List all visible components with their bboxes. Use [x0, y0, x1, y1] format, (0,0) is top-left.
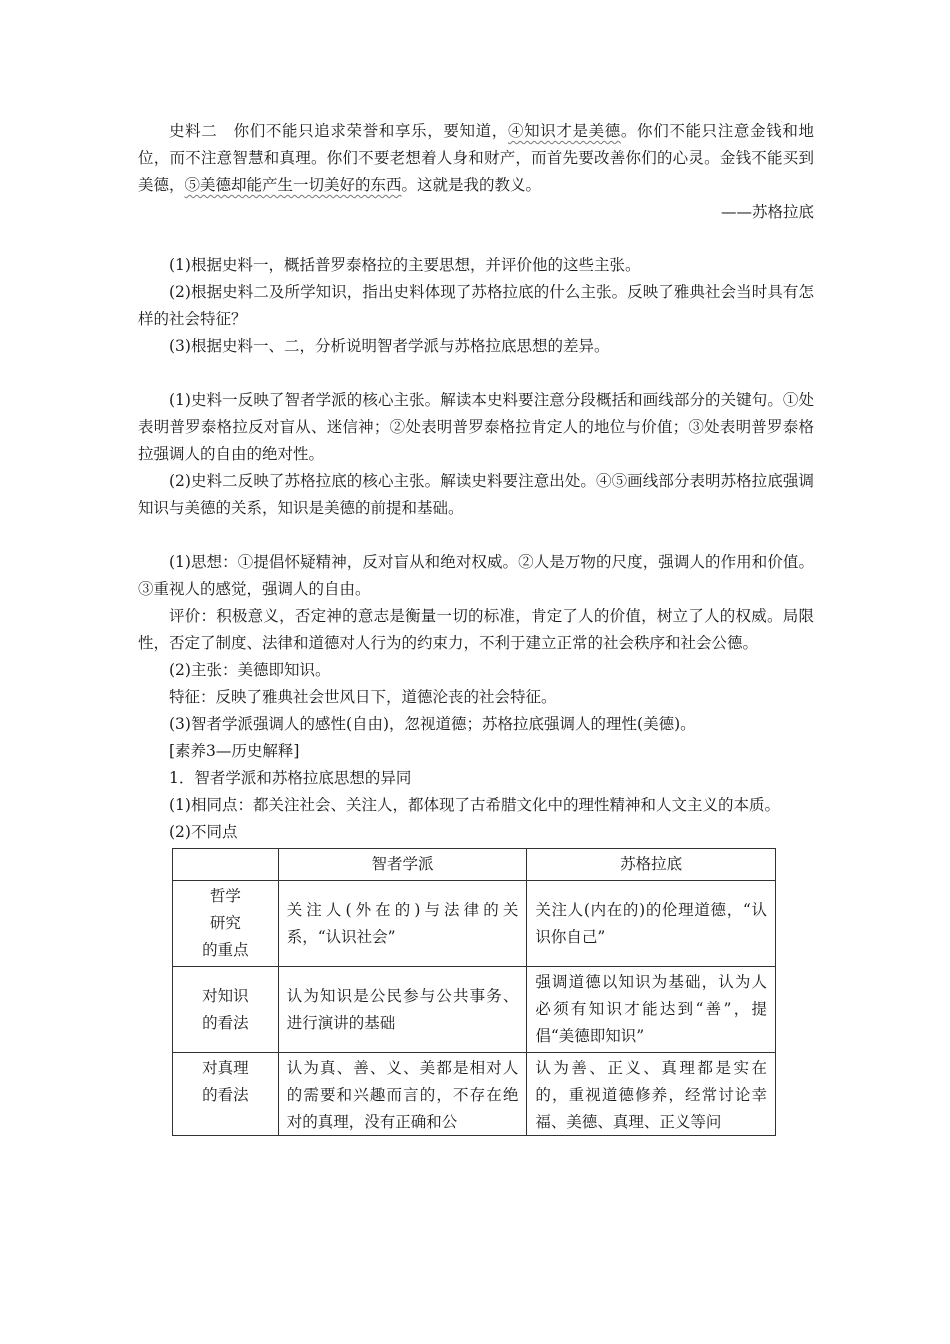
- table-cell: 关注人(内在的)的伦理道德，“认识你自己”: [527, 881, 776, 967]
- question-1: (1)根据史料一，概括普罗泰格拉的主要思想，并评价他的这些主张。: [169, 256, 641, 274]
- literacy-tag: [素养3—历史解释]: [169, 742, 300, 760]
- row-label: 哲学 研究 的重点: [173, 881, 279, 967]
- difference-title: (2)不同点: [169, 823, 238, 841]
- document-page: [138, 118, 814, 1136]
- answer-2: (2)主张：美德即知识。: [169, 661, 331, 679]
- table-row: [173, 1053, 776, 1136]
- table-header-cell: 苏格拉底: [527, 849, 776, 881]
- table-cell: 关注人(外在的)与法律的关系，“认识社会”: [278, 881, 527, 967]
- table-row: [173, 967, 776, 1053]
- table-cell: 强调道德以知识为基础，认为人必须有知识才能达到“善”，提倡“美德即知识”: [527, 967, 776, 1053]
- section-title: 1．智者学派和苏格拉底思想的异同: [169, 769, 412, 787]
- row-label: 对知识 的看法: [173, 967, 279, 1053]
- underlined-phrase-4: ④知识才是美德: [507, 122, 621, 140]
- row-label: 对真理 的看法: [173, 1053, 279, 1136]
- question-2: (2)根据史料二及所学知识，指出史料体现了苏格拉底的什么主张。反映了雅典社会当时具有怎样的社会特征？: [138, 283, 814, 328]
- table-header-row: [173, 849, 776, 881]
- similarity-paragraph: (1)相同点：都关注社会、关注人，都体现了古希腊文化中的理性精神和人文主义的本质。: [169, 796, 780, 814]
- analysis-2: (2)史料二反映了苏格拉底的核心主张。解读史料要注意出处。④⑤画线部分表明苏格拉底强调知识与美德的关系，知识是美德的前提和基础。: [138, 472, 814, 517]
- analysis-1: (1)史料一反映了智者学派的核心主张。解读本史料要注意分段概括和画线部分的关键句。①处表明普罗泰格拉反对盲从、迷信神；②处表明普罗泰格拉肯定人的地位与价值；③处表明普罗泰格拉强调人的自由的绝对性。: [138, 391, 814, 463]
- answer-feature: 特征：反映了雅典社会世风日下，道德沦丧的社会特征。: [169, 688, 557, 706]
- table-cell: 认为真、善、义、美都是相对人的需要和兴趣而言的，不存在绝对的真理，没有正确和公: [278, 1053, 527, 1136]
- source-label: 史料二: [169, 122, 218, 140]
- table-row: [173, 881, 776, 967]
- question-3: (3)根据史料一、二，分析说明智者学派与苏格拉底思想的差异。: [169, 337, 610, 355]
- table-header-cell: 智者学派: [278, 849, 527, 881]
- comparison-table: [172, 848, 776, 1136]
- underlined-phrase-5: ⑤美德却能产生一切美好的东西: [184, 176, 402, 194]
- table-header-cell: [173, 849, 279, 881]
- source-two-paragraph: 史料二 你们不能只追求荣誉和享乐，要知道，④知识才是美德。你们不能只注意金钱和地位，而不注意智慧和真理。你们不要老想着人身和财产，而首先要改善你们的心灵。金钱不能买到美德，⑤美德却能产生一切美好的东西。这就是我的教义。: [138, 122, 814, 194]
- table-cell: 认为善、正义、真理都是实在的，重视道德修养，经常讨论幸福、美德、真理、正义等问: [527, 1053, 776, 1136]
- answer-1: (1)思想：①提倡怀疑精神，反对盲从和绝对权威。②人是万物的尺度，强调人的作用和价值。③重视人的感觉，强调人的自由。: [138, 553, 814, 598]
- source-attribution: ——苏格拉底: [720, 203, 814, 221]
- table-cell: 认为知识是公民参与公共事务、进行演讲的基础: [278, 967, 527, 1053]
- answer-evaluation: 评价：积极意义，否定神的意志是衡量一切的标准，肯定了人的价值，树立了人的权威。局限性，否定了制度、法律和道德对人行为的约束力，不利于建立正常的社会秩序和社会公德。: [138, 607, 814, 652]
- answer-3: (3)智者学派强调人的感性(自由)，忽视道德；苏格拉底强调人的理性(美德)。: [169, 715, 696, 733]
